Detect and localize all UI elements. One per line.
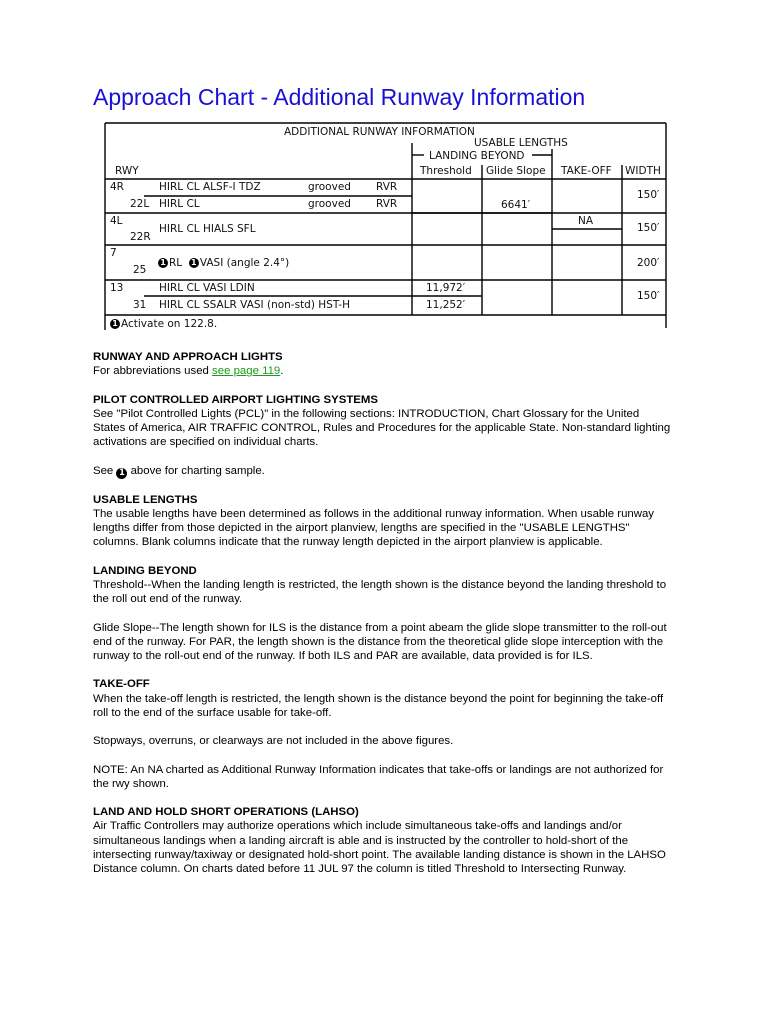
- col-takeoff: TAKE-OFF: [561, 165, 612, 177]
- rvr-4r: RVR: [376, 181, 398, 193]
- page-119-link[interactable]: see page 119: [212, 365, 281, 378]
- chart-footnote: [110, 318, 217, 330]
- rwy-7: 7: [110, 247, 117, 259]
- lights-text-pre: For abbreviations used: [93, 365, 213, 378]
- rwy-22r: 22R: [130, 231, 151, 243]
- rwy-31: 31: [133, 299, 147, 311]
- section-heading-takeoff: TAKE-OFF: [93, 678, 150, 691]
- rvr-22l: RVR: [376, 198, 398, 210]
- section-text-pcl-see: [93, 464, 673, 479]
- col-rwy: RWY: [115, 165, 139, 177]
- lights-25-vasi: VASI (angle 2.4°): [199, 257, 290, 269]
- lights-25: [158, 257, 289, 269]
- width-4l-22r: 150′: [637, 222, 660, 234]
- takeoff-4l: NA: [578, 215, 594, 227]
- section-text-threshold: Threshold--When the landing length is restricted, the length shown is the distance beyond the landing threshold to the roll out end of the runway.: [93, 578, 667, 606]
- section-heading-pcl: PILOT CONTROLLED AIRPORT LIGHTING SYSTEMS: [93, 393, 378, 406]
- note-1-icon: 1: [110, 319, 120, 329]
- document-body: [93, 350, 673, 890]
- section-heading-lights: RUNWAY AND APPROACH LIGHTS: [93, 351, 283, 363]
- section-heading-landing: LANDING BEYOND: [93, 564, 197, 577]
- width-4r-22l: 150′: [637, 189, 660, 201]
- col-width: WIDTH: [625, 165, 661, 177]
- section-text-lahso: Air Traffic Controllers may authorize operations which include simultaneous take-offs and landings and/or simultaneous landings when a landing aircraft is able and is instructed by the controller to hold-short of the intersecting runway/taxiway or designated hold-short point. The available landing distance is shown in the LAHSO Distance column. On charts dated before 11 JUL 97 the column is titled Threshold to Intersecting Runway.: [93, 820, 666, 875]
- section-text-pcl: See "Pilot Controlled Lights (PCL)" in the following sections: INTRODUCTION, Chart Glossary for the United States of America, AIR TRAFFIC CONTROL, Rules and Procedures for the applicable State. Non-standard lighting activations are specified on individual charts.: [93, 407, 671, 449]
- section-text-stopways: Stopways, overruns, or clearways are not included in the above figures.: [93, 735, 454, 748]
- surface-22l: grooved: [308, 198, 351, 210]
- section-text-na-note: NOTE: An NA charted as Additional Runway Information indicates that take-offs or landings are not authorized for the rwy shown.: [93, 763, 664, 790]
- rwy-25: 25: [133, 264, 147, 276]
- page-title: Approach Chart - Additional Runway Information: [93, 84, 586, 110]
- threshold-31: 11,252′: [426, 299, 466, 311]
- section-text-lights: [93, 364, 673, 378]
- section-heading-usable: USABLE LENGTHS: [93, 493, 198, 506]
- lights-4r: HIRL CL ALSF-I TDZ: [159, 181, 261, 193]
- col-glide-slope: Glide Slope: [486, 165, 546, 177]
- lights-25-rl: RL: [169, 257, 183, 269]
- pcl-see-pre: See: [93, 464, 117, 477]
- section-text-usable: The usable lengths have been determined as follows in the additional runway information. When usable runway lengths differ from those depicted in the airport planview, lengths are specified in the "USABLE LENGTHS" columns. Blank columns indicate that the runway length depicted in the airport planview is applicable.: [93, 507, 655, 549]
- note-1-icon: 1: [158, 258, 168, 268]
- rwy-4r: 4R: [110, 181, 124, 193]
- pcl-see-post: above for charting sample.: [127, 464, 265, 477]
- lights-31: HIRL CL SSALR VASI (non-std) HST-H: [159, 299, 350, 311]
- threshold-13: 11,972′: [426, 282, 466, 294]
- chart-header: ADDITIONAL RUNWAY INFORMATION: [284, 126, 475, 138]
- note-1-icon: 1: [189, 258, 199, 268]
- col-threshold: Threshold: [420, 165, 472, 177]
- lights-22l: HIRL CL: [159, 198, 200, 210]
- note-1-icon: 1: [116, 468, 127, 479]
- width-13-31: 150′: [637, 290, 660, 302]
- landing-beyond-label: LANDING BEYOND: [429, 150, 525, 162]
- rwy-4l: 4L: [110, 215, 123, 227]
- chart-footnote-text: Activate on 122.8.: [121, 318, 218, 330]
- section-text-glide: Glide Slope--The length shown for ILS is the distance from a point abeam the glide slope transmitter to the roll-out end of the runway. For PAR, the length shown is the distance from the theoretical glide slope interception with the runway to the roll-out end of the runway. If both ILS and PAR are available, data provided is for ILS.: [93, 621, 667, 662]
- section-heading-lahso: LAND AND HOLD SHORT OPERATIONS (LAHSO): [93, 806, 359, 819]
- rwy-13: 13: [110, 282, 124, 294]
- usable-lengths-label: USABLE LENGTHS: [474, 137, 568, 149]
- lights-13: HIRL CL VASI LDIN: [159, 282, 255, 294]
- runway-info-chart: [104, 119, 670, 333]
- width-7-25: 200′: [637, 257, 660, 269]
- rwy-22l: 22L: [130, 198, 150, 210]
- section-text-takeoff: When the take-off length is restricted, the length shown is the distance beyond the point for beginning the take-off roll to the end of the surface usable for take-off.: [93, 692, 664, 719]
- lights-text-post: .: [280, 365, 284, 378]
- lights-22r: HIRL CL HIALS SFL: [159, 223, 256, 235]
- surface-4r: grooved: [308, 181, 351, 193]
- glide-22l: 6641′: [501, 199, 531, 211]
